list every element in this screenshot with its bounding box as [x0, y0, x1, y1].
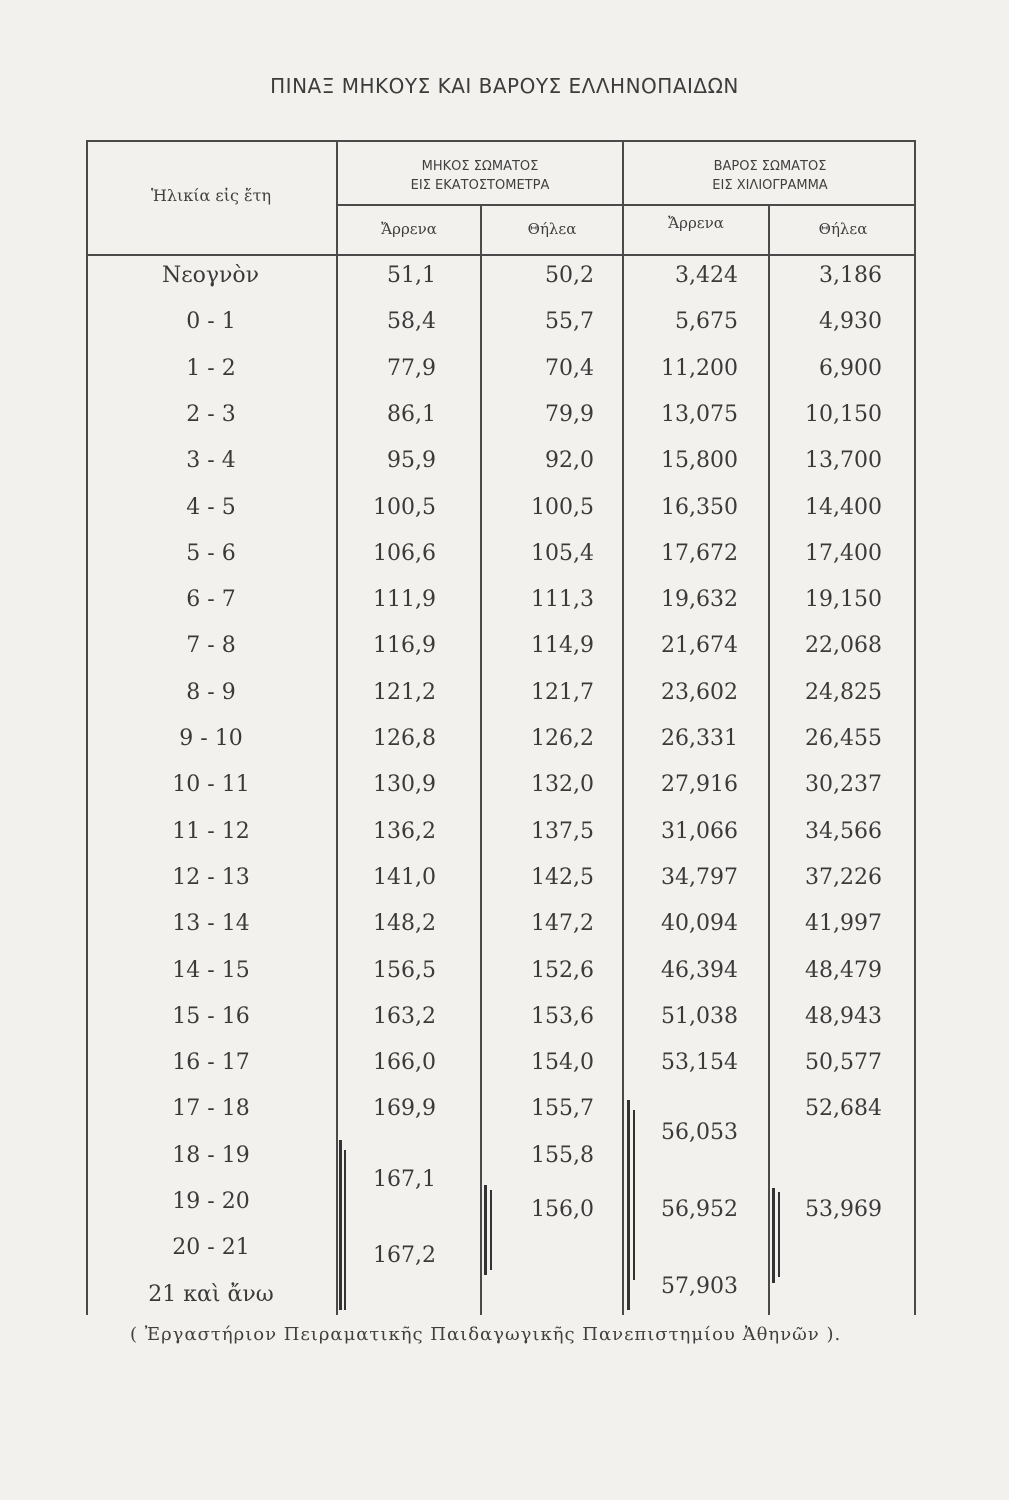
- height-female-cell: 105,4: [531, 540, 594, 566]
- range-bracket: [627, 1100, 630, 1310]
- height-male-cell: 169,9: [373, 1096, 436, 1122]
- range-bracket: [772, 1188, 775, 1283]
- height-male-cell: 111,9: [373, 587, 436, 613]
- weight-male-cell: 26,331: [661, 726, 738, 751]
- range-bracket: [633, 1110, 635, 1280]
- header-weight-line1: ΒΑΡΟΣ ΣΩΜΑΤΟΣ: [713, 159, 827, 174]
- weight-male-cell: 51,038: [661, 1003, 738, 1029]
- height-female-cell: 137,5: [531, 818, 594, 844]
- height-male-cell: 136,2: [373, 818, 436, 844]
- range-bracket: [344, 1150, 346, 1310]
- weight-male-cell: 31,066: [661, 818, 738, 844]
- height-male-cell: 100,5: [373, 494, 436, 520]
- weight-female-cell: 6,900: [819, 355, 882, 381]
- height-female-cell: 50,2: [545, 263, 594, 288]
- weight-female-cell: 50,577: [805, 1050, 882, 1076]
- header-weight-line2: ΕΙΣ ΧΙΛΙΟΓΡΑΜΜΑ: [712, 178, 828, 193]
- weight-female-cell: 53,969: [805, 1197, 882, 1222]
- weight-female-cell: 14,400: [805, 494, 882, 520]
- weight-female-cell: 10,150: [805, 401, 882, 427]
- age-range: 14 - 15: [172, 957, 250, 983]
- header-weight-male: Ἄρρενα: [668, 214, 724, 232]
- age-range: 17 - 18: [172, 1096, 250, 1122]
- height-female-cell: 126,2: [531, 726, 594, 751]
- weight-male-cell: 13,075: [661, 401, 738, 427]
- col-divider: [768, 205, 770, 1315]
- age-range: 2 - 3: [186, 401, 236, 427]
- weight-male-cell: 40,094: [661, 911, 738, 937]
- weight-male-cell: 23,602: [661, 679, 738, 705]
- height-male-cell: 167,2: [373, 1243, 436, 1269]
- age-range: 16 - 17: [172, 1050, 250, 1076]
- height-female-cell: 121,7: [531, 679, 594, 705]
- weight-male-cell: 11,200: [661, 355, 738, 381]
- weight-male-cell: 56,053: [661, 1120, 738, 1146]
- height-male-cell: 51,1: [387, 263, 436, 288]
- age-range: Νεογνὸν: [162, 263, 260, 288]
- age-range: 9 - 10: [179, 726, 243, 751]
- height-female-cell: 155,7: [531, 1096, 594, 1122]
- weight-male-cell: 16,350: [661, 494, 738, 520]
- height-female-cell: 156,0: [531, 1197, 594, 1222]
- weight-male-cell: 3,424: [675, 263, 738, 288]
- col-divider: [336, 140, 338, 1315]
- age-range: 13 - 14: [172, 911, 250, 937]
- weight-female-cell: 3,186: [819, 263, 882, 288]
- weight-female-cell: 37,226: [805, 864, 882, 890]
- weight-male-cell: 34,797: [661, 864, 738, 890]
- age-range: 1 - 2: [186, 355, 236, 381]
- height-male-cell: 148,2: [373, 911, 436, 937]
- weight-female-cell: 30,237: [805, 772, 882, 798]
- height-female-cell: 114,9: [531, 633, 594, 659]
- height-female-cell: 100,5: [531, 494, 594, 520]
- weight-male-cell: 27,916: [661, 772, 738, 798]
- range-bracket: [339, 1140, 342, 1310]
- weight-female-cell: 4,930: [819, 309, 882, 335]
- weight-male-cell: 19,632: [661, 587, 738, 613]
- age-range: 3 - 4: [186, 448, 236, 474]
- weight-female-cell: 13,700: [805, 448, 882, 474]
- header-height-line1: ΜΗΚΟΣ ΣΩΜΑΤΟΣ: [421, 159, 539, 174]
- header-rule: [86, 254, 916, 256]
- height-male-cell: 126,8: [373, 726, 436, 751]
- weight-female-cell: 34,566: [805, 818, 882, 844]
- header-age: Ἡλικία εἰς ἔτη: [150, 186, 272, 205]
- weight-male-cell: 15,800: [661, 448, 738, 474]
- height-male-cell: 116,9: [373, 633, 436, 659]
- height-male-cell: 58,4: [387, 309, 436, 335]
- height-female-cell: 79,9: [545, 401, 594, 427]
- weight-female-cell: 52,684: [805, 1096, 882, 1122]
- height-male-cell: 167,1: [373, 1166, 436, 1192]
- age-range: 15 - 16: [172, 1003, 250, 1029]
- height-female-cell: 132,0: [531, 772, 594, 798]
- age-range: 7 - 8: [186, 633, 236, 659]
- height-male-cell: 156,5: [373, 957, 436, 983]
- age-range: 8 - 9: [186, 679, 236, 705]
- col-divider: [480, 205, 482, 1315]
- age-range: 5 - 6: [186, 540, 236, 566]
- height-female-cell: 70,4: [545, 355, 594, 381]
- weight-male-cell: 17,672: [661, 540, 738, 566]
- height-male-cell: 163,2: [373, 1003, 436, 1029]
- weight-male-cell: 56,952: [661, 1197, 738, 1222]
- height-female-cell: 111,3: [531, 587, 594, 613]
- height-male-cell: 121,2: [373, 679, 436, 705]
- weight-female-cell: 26,455: [805, 726, 882, 751]
- weight-male-cell: 57,903: [661, 1273, 738, 1299]
- weight-female-cell: 48,943: [805, 1003, 882, 1029]
- col-divider: [622, 140, 624, 1315]
- age-range: 19 - 20: [172, 1189, 250, 1214]
- weight-female-cell: 22,068: [805, 633, 882, 659]
- weight-female-cell: 17,400: [805, 540, 882, 566]
- header-weight-female: Θήλεα: [818, 220, 868, 238]
- height-male-cell: 141,0: [373, 864, 436, 890]
- height-male-cell: 106,6: [373, 540, 436, 566]
- height-female-cell: 142,5: [531, 864, 594, 890]
- range-bracket: [490, 1190, 492, 1270]
- weight-male-cell: 5,675: [675, 309, 738, 335]
- height-male-cell: 86,1: [387, 401, 436, 427]
- height-male-cell: 77,9: [387, 355, 436, 381]
- header-height-line2: ΕΙΣ ΕΚΑΤΟΣΤΟΜΕΤΡΑ: [410, 178, 550, 193]
- height-male-cell: 166,0: [373, 1050, 436, 1076]
- age-range: 20 - 21: [172, 1235, 250, 1261]
- height-female-cell: 55,7: [545, 309, 594, 335]
- age-range: 12 - 13: [172, 864, 250, 890]
- height-female-cell: 155,8: [531, 1142, 594, 1168]
- weight-female-cell: 19,150: [805, 587, 882, 613]
- age-range: 18 - 19: [172, 1142, 250, 1168]
- range-bracket: [484, 1185, 487, 1275]
- weight-female-cell: 24,825: [805, 679, 882, 705]
- page-title: ΠΙΝΑΞ ΜΗΚΟΥΣ ΚΑΙ ΒΑΡΟΥΣ ΕΛΛΗΝΟΠΑΙΔΩΝ: [270, 74, 739, 98]
- weight-female-cell: 48,479: [805, 957, 882, 983]
- age-range: 4 - 5: [186, 494, 236, 520]
- header-height-male: Ἄρρενα: [381, 220, 437, 238]
- height-female-cell: 153,6: [531, 1003, 594, 1029]
- source-caption: ( Ἐργαστήριον Πειραματικῆς Παιδαγωγικῆς Πανεπιστημίου Ἀθηνῶν ).: [130, 1324, 842, 1345]
- weight-female-cell: 41,997: [805, 911, 882, 937]
- height-female-cell: 147,2: [531, 911, 594, 937]
- weight-male-cell: 53,154: [661, 1050, 738, 1076]
- height-male-cell: 95,9: [387, 448, 436, 474]
- age-range: 11 - 12: [172, 818, 250, 844]
- weight-male-cell: 21,674: [661, 633, 738, 659]
- weight-male-cell: 46,394: [661, 957, 738, 983]
- height-female-cell: 152,6: [531, 957, 594, 983]
- range-bracket: [778, 1192, 780, 1277]
- height-female-cell: 154,0: [531, 1050, 594, 1076]
- header-height-female: Θήλεα: [527, 220, 577, 238]
- age-range: 6 - 7: [186, 587, 236, 613]
- age-range: 10 - 11: [172, 772, 250, 798]
- header-rule: [336, 204, 916, 206]
- age-range: 0 - 1: [186, 309, 236, 335]
- height-female-cell: 92,0: [545, 448, 594, 474]
- age-range: 21 καὶ ἄνω: [148, 1281, 274, 1307]
- height-male-cell: 130,9: [373, 772, 436, 798]
